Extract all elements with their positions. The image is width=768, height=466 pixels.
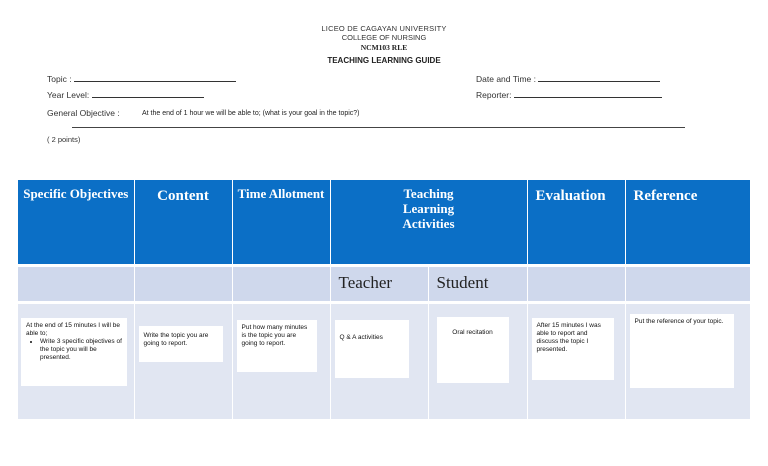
general-objective-label: General Objective : (47, 108, 120, 118)
reporter-field (476, 89, 662, 100)
course-code: NCM103 RLE (360, 43, 408, 52)
subheader-empty-2 (134, 266, 232, 303)
university-name: LICEO DE CAGAYAN UNIVERSITY (321, 24, 447, 33)
cell-reference (625, 303, 750, 420)
objective-answer-line (72, 127, 685, 128)
time-card: Put how many minutes is the topic you are going to report. (237, 320, 317, 372)
topic-blank (74, 73, 236, 82)
table-header-row (18, 180, 750, 266)
subheader-empty-3 (232, 266, 330, 303)
student-card: Oral recitation (437, 317, 509, 383)
teacher-card: Q & A activities (335, 320, 409, 378)
year-level-blank (92, 89, 204, 98)
topic-label: Topic : (47, 74, 72, 84)
date-time-label: Date and Time : (476, 74, 537, 84)
points-note: ( 2 points) (47, 135, 81, 144)
subheader-empty-4 (527, 266, 625, 303)
reference-card: Put the reference of your topic. (630, 314, 734, 388)
cell-evaluation (527, 303, 625, 420)
date-time-field (476, 73, 660, 84)
objectives-bullet: • Write 3 specific objectives of the topic you will be presented. (40, 338, 122, 362)
header-specific-objectives: Specific Objectives (18, 180, 134, 266)
year-level-label: Year Level: (47, 90, 90, 100)
college-name: COLLEGE OF NURSING (341, 33, 427, 42)
document-title: TEACHING LEARNING GUIDE (327, 56, 441, 65)
reporter-label: Reporter: (476, 90, 512, 100)
header-content: Content (134, 180, 232, 266)
subheader-student: Student (428, 266, 527, 303)
objectives-card (21, 318, 127, 386)
evaluation-card: After 15 minutes I was able to report and discuss the topic I presented. (532, 318, 614, 380)
objectives-intro: At the end of 15 minutes I will be able to; (26, 322, 120, 337)
cell-student (428, 303, 527, 420)
cell-content (134, 303, 232, 420)
header-evaluation: Evaluation (527, 180, 625, 266)
header-reference: Reference (625, 180, 750, 266)
cell-time-allotment (232, 303, 330, 420)
table-subheader-row (18, 266, 750, 303)
cell-specific-objectives (18, 303, 134, 420)
subheader-empty-5 (625, 266, 750, 303)
reporter-blank (514, 89, 662, 98)
year-level-field (47, 89, 204, 100)
cell-teacher (330, 303, 428, 420)
general-objective-text: At the end of 1 hour we will be able to; (what is your goal in the topic?) (142, 110, 360, 117)
teaching-learning-table (18, 180, 751, 419)
subheader-teacher: Teacher (330, 266, 428, 303)
date-time-blank (538, 73, 660, 82)
content-card: Write the topic you are going to report. (139, 326, 223, 362)
header-teaching-learning-activities: Teaching Learning Activities (330, 180, 527, 266)
header-time-allotment: Time Allotment (232, 180, 330, 266)
subheader-empty-1 (18, 266, 134, 303)
topic-field (47, 73, 236, 84)
table-body-row (18, 303, 750, 420)
